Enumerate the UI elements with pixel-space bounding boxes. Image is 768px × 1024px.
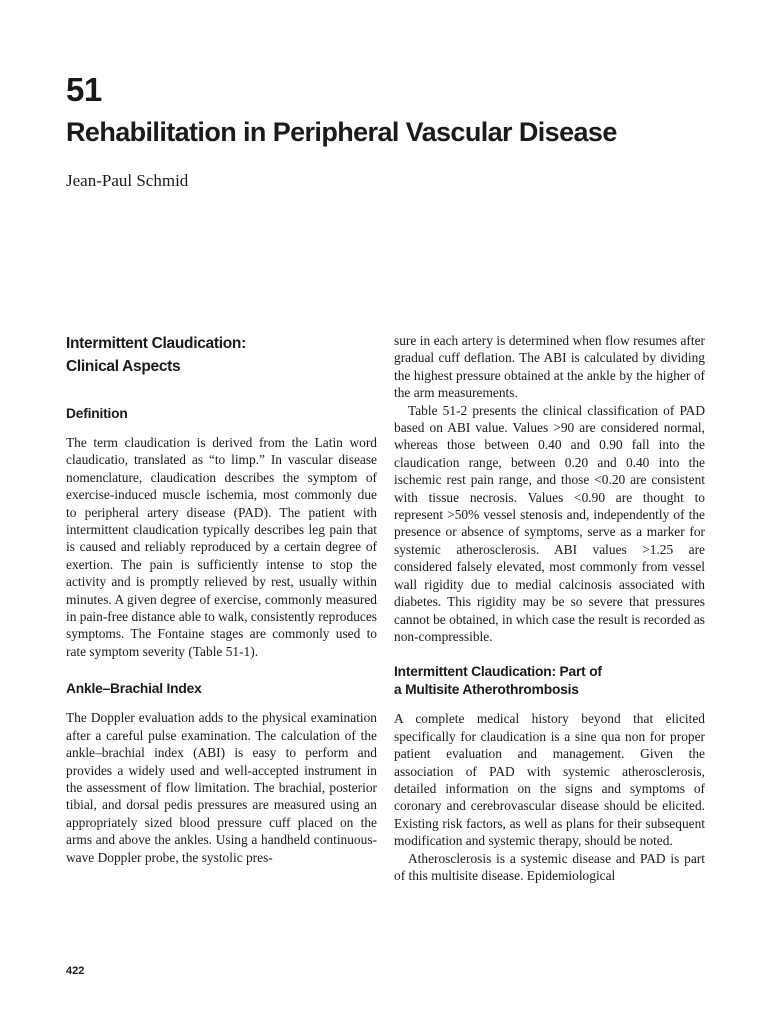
multisite-heading-line2: a Multisite Atherothrombosis	[394, 682, 579, 698]
abi-paragraph: The Doppler evaluation adds to the physical examination after a careful pulse examination. The calculation of the ankle–brachial index (ABI) is easy to perform and provides a widely used and well-accepted instrument in the assessment of flow limitation. The brachial, posterior tibial, and dorsal pedis pressures are measured using an appropriately sized blood pressure cuff placed on the arms and above the ankles. Using a handheld continuous-wave Doppler probe, the systolic pres-	[66, 710, 377, 865]
history-paragraph: A complete medical history beyond that elicited specifically for claudication is a sine qua non for proper patient evaluation and management. Given the association of PAD with systemic atherosclerosis, detailed information on the signs and symptoms of coronary and cerebrovascular disease should be elicited. Existing risk factors, as well as plans for their subsequent modification and systemic therapy, should be noted.	[394, 711, 705, 849]
continued-paragraph: sure in each artery is determined when flow resumes after gradual cuff deflation. The ABI is calculated by dividing the highest pressure obtained at the ankle by the higher of the arm measurements.	[394, 333, 705, 401]
left-column	[66, 332, 377, 866]
multisite-heading	[394, 663, 705, 699]
chapter-title: Rehabilitation in Peripheral Vascular Disease	[66, 117, 617, 147]
abi-heading: Ankle–Brachial Index	[66, 681, 202, 697]
right-column	[394, 332, 705, 884]
spacer	[394, 645, 705, 663]
atherosclerosis-paragraph: Atherosclerosis is a systemic disease and PAD is part of this multisite disease. Epidemiological	[394, 850, 705, 883]
spacer	[66, 660, 377, 680]
multisite-heading-line1: Intermittent Claudication: Part of	[394, 664, 602, 680]
page-number: 422	[66, 965, 85, 977]
section-title-line1: Intermittent Claudication:	[66, 335, 246, 352]
definition-paragraph: The term claudication is derived from the Latin word claudicatio, translated as “to limp.” In vascular disease nomenclature, claudication describes the symptom of exercise-induced muscle ischemia, most commonly due to peripheral artery disease (PAD). The patient with intermittent claudication typically describes leg pain that is caused and reliably reproduced by a certain degree of exertion. The pain is sufficiently intense to stop the activity and is promptly relieved by rest, usually within minutes. A given degree of exercise, commonly measured in pain-free distance able to walk, consistently reproduces symptoms. The Fontaine stages are commonly used to rate symptom severity (Table 51-1).	[66, 435, 377, 659]
chapter-number: 51	[66, 71, 102, 108]
section-title	[66, 332, 377, 378]
definition-heading: Definition	[66, 406, 128, 421]
author-name: Jean-Paul Schmid	[66, 171, 189, 190]
section-title-line2: Clinical Aspects	[66, 358, 181, 375]
classification-paragraph: Table 51-2 presents the clinical classification of PAD based on ABI value. Values >90 are considered normal, whereas those between 0.40 and 0.90 fall into the claudication range, between 0.20 and 0.40 into the ischemic rest pain range, and those <0.20 are consistent with tissue necrosis. Values <0.90 are thought to represent >50% vessel stenosis and, independently of the presence or absence of symptoms, serve as a marker for systemic atherosclerosis. ABI values >1.25 are considered falsely elevated, most commonly from vessel wall rigidity due to medial calcinosis associated with diabetes. This rigidity may be so severe that pressures cannot be obtained, in which case the result is recorded as non-compressible.	[394, 402, 705, 644]
